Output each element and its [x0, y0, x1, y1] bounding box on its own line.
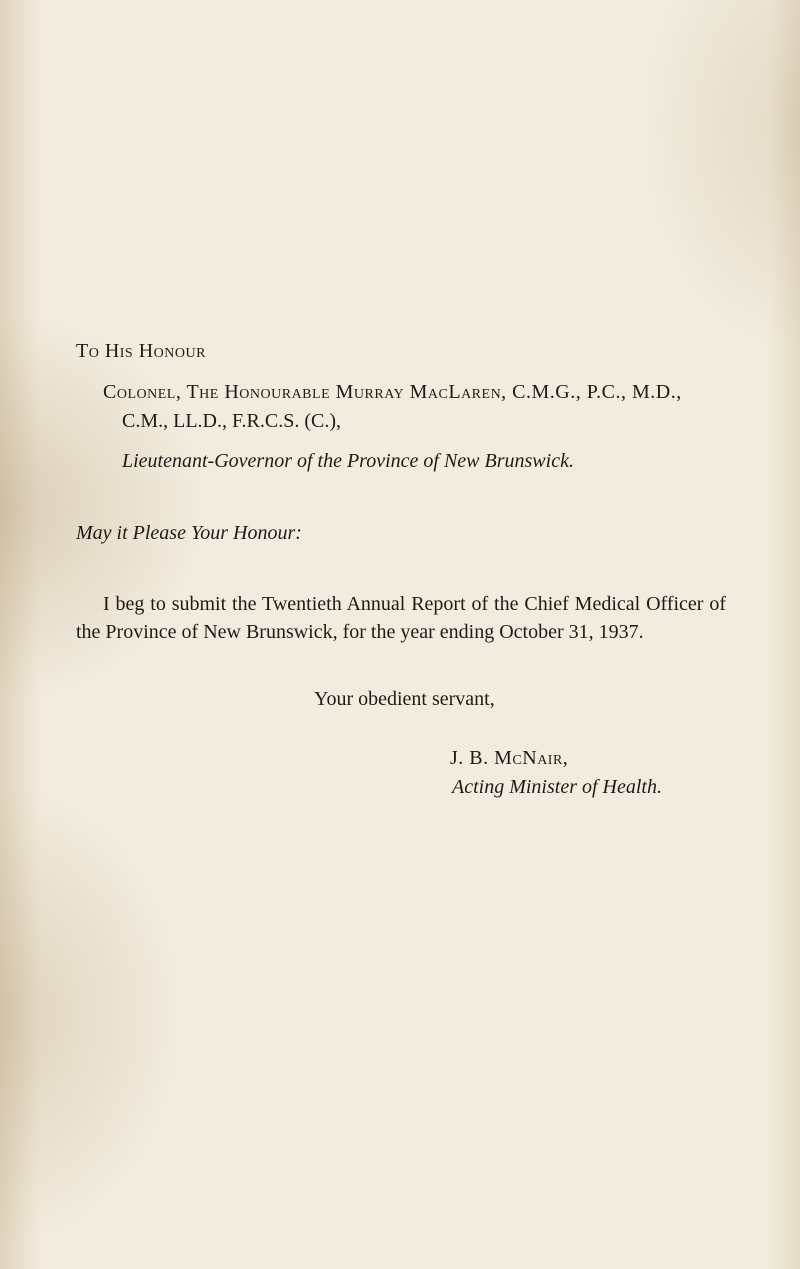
recipient-name-line: Colonel, The Honourable Murray MacLaren, C.M.G., P.C., M.D., [103, 381, 682, 403]
addressee-line: To His Honour [76, 340, 206, 362]
letter-body: I beg to submit the Twentieth Annual Report of the Chief Medical Officer of the Province of New Brunswick, for the year ending October 31, 1937. [76, 593, 726, 643]
signatory-title: Acting Minister of Health. [452, 776, 662, 798]
closing: Your obedient servant, [314, 688, 495, 710]
recipient-office: Lieutenant-Governor of the Province of New Brunswick. [122, 450, 574, 472]
salutation: May it Please Your Honour: [76, 522, 302, 544]
recipient-degrees-line: C.M., LL.D., F.R.C.S. (C.), [122, 410, 341, 432]
signatory-name: J. B. McNair, [450, 747, 569, 769]
